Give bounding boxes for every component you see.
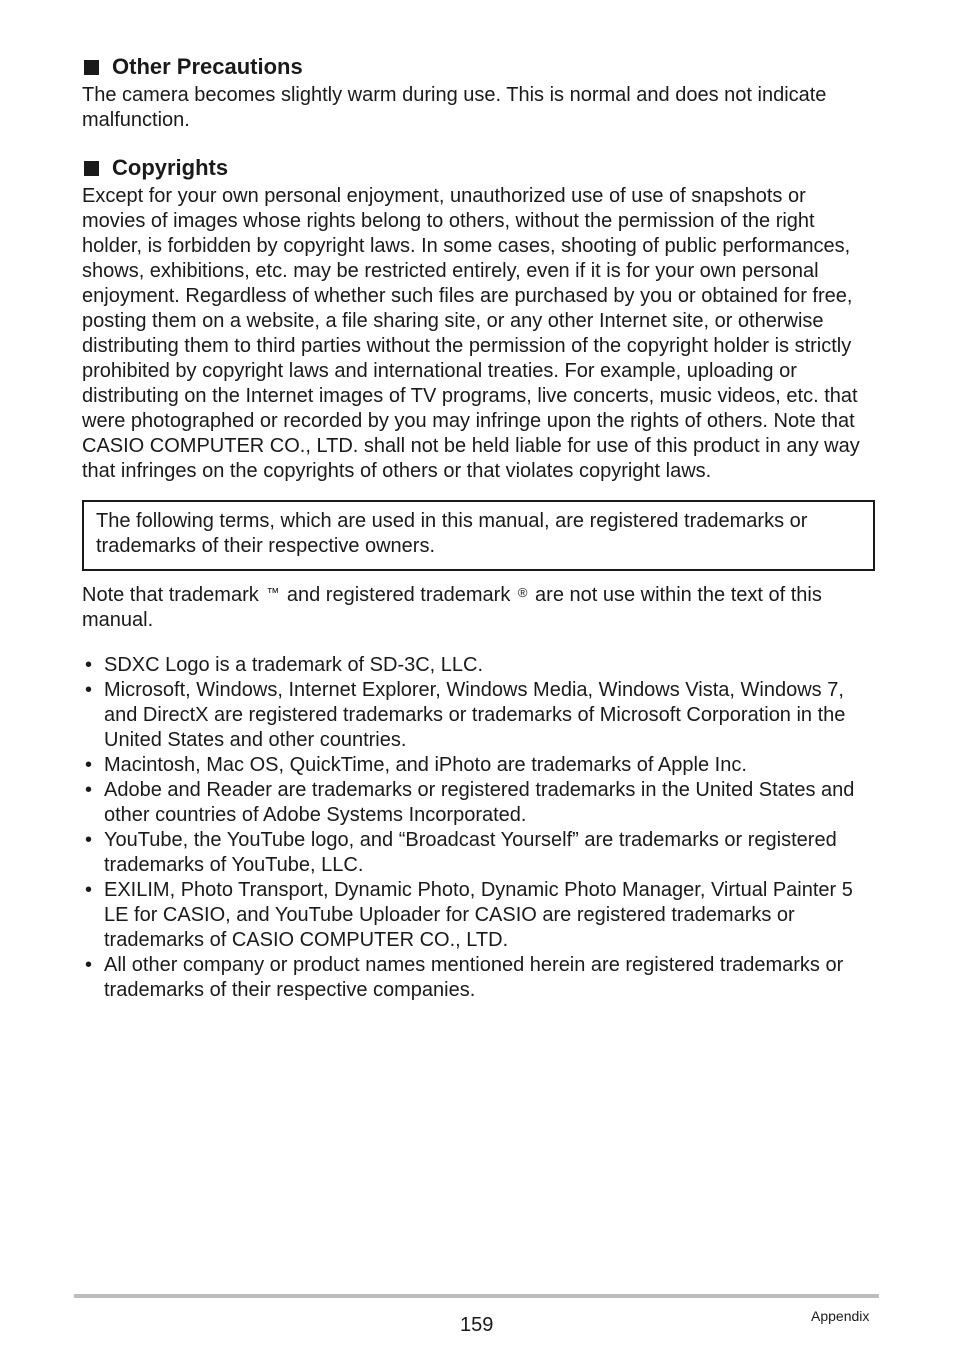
note-text: and registered trademark [286, 584, 511, 606]
trademark-symbol: ™ [266, 585, 280, 600]
list-item [82, 678, 874, 753]
other-precautions-body: The camera becomes slightly warm during use. This is normal and does not indicate malfunction. [82, 84, 827, 131]
trademark-list [82, 653, 874, 1003]
list-item [82, 753, 874, 778]
list-item-text: EXILIM, Photo Transport, Dynamic Photo, Dynamic Photo Manager, Virtual Painter 5 LE for CASIO, and YouTube Uploader for CASIO are registered trademarks or trademarks of CASIO COMPUTER CO., LTD. [104, 879, 853, 951]
heading-copyrights [82, 153, 874, 183]
bullet-icon: • [85, 754, 93, 776]
heading-text: Other Precautions [112, 54, 303, 79]
list-item-text: Adobe and Reader are trademarks or registered trademarks in the United States and other countries of Adobe Systems Incorporated. [104, 779, 855, 826]
section-label: Appendix [811, 1308, 870, 1324]
trademark-note [82, 580, 874, 633]
list-item-text: Microsoft, Windows, Internet Explorer, Windows Media, Windows Vista, Windows 7, and DirectX are registered trademarks or trademarks of Microsoft Corporation in the United States and other countries. [104, 679, 846, 751]
note-text: are not use within the text of this manual. [82, 584, 822, 631]
list-item [82, 953, 874, 1003]
bullet-icon: • [85, 879, 93, 901]
page-content [82, 52, 874, 1003]
bullet-icon: • [85, 829, 93, 851]
list-item [82, 778, 874, 828]
page-number: 159 [460, 1314, 494, 1336]
list-item [82, 653, 874, 678]
bullet-icon: • [85, 954, 93, 976]
list-item-text: YouTube, the YouTube logo, and “Broadcast Yourself” are trademarks or registered trademarks of YouTube, LLC. [104, 829, 837, 876]
list-item-text: Macintosh, Mac OS, QuickTime, and iPhoto are trademarks of Apple Inc. [104, 754, 747, 776]
note-text: Note that trademark [82, 584, 259, 606]
list-item-text: SDXC Logo is a trademark of SD-3C, LLC. [104, 654, 484, 676]
bullet-icon: • [85, 654, 93, 676]
trademark-notice-box: The following terms, which are used in this manual, are registered trademarks or trademarks of their respective owners. [82, 500, 875, 571]
copyrights-body: Except for your own personal enjoyment, unauthorized use of use of snapshots or movies of images whose rights belong to others, without the permission of the right holder, is forbidden by copyright laws. In some cases, shooting of public performances, shows, exhibitions, etc. may be restricted entirely, even if it is for your own personal enjoyment. Regardless of whether such files are purchased by you or obtained for free, posting them on a website, a file sharing site, or any other Internet site, or otherwise distributing them to third parties without the permission of the copyright holder is strictly prohibited by copyright laws and international treaties. For example, uploading or distributing on the Internet images of TV programs, live concerts, music videos, etc. that were photographed or recorded by you may infringe upon the rights of others. Note that CASIO COMPUTER CO., LTD. shall not be held liable for use of this product in any way that infringes on the copyrights of others or that violates copyright laws. [82, 185, 860, 482]
list-item [82, 878, 874, 953]
list-item-text: All other company or product names mentioned herein are registered trademarks or trademarks of their respective companies. [104, 954, 844, 1001]
heading-text: Copyrights [112, 155, 229, 180]
bullet-icon: • [85, 779, 93, 801]
square-bullet-icon [84, 161, 99, 176]
list-item [82, 828, 874, 878]
heading-other-precautions [82, 52, 874, 82]
bullet-icon: • [85, 679, 93, 701]
square-bullet-icon [84, 60, 99, 75]
footer-divider [74, 1294, 879, 1298]
registered-symbol: ® [517, 585, 528, 600]
